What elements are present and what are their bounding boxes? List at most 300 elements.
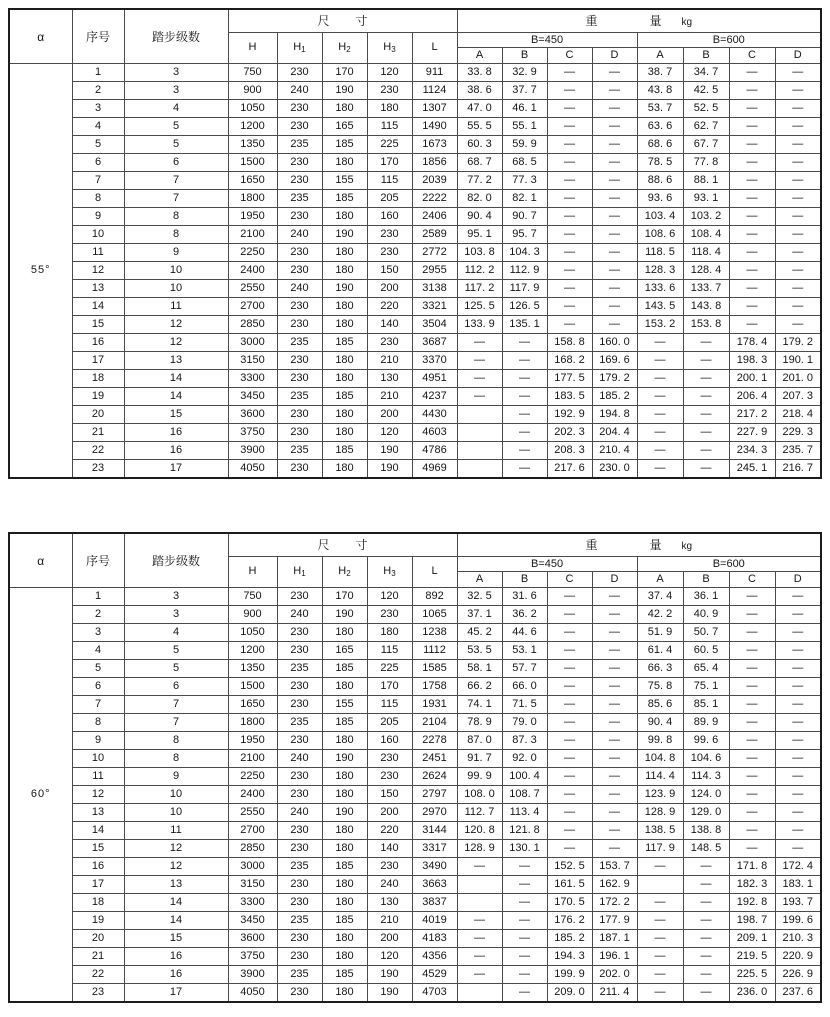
cell-b450-C: 177. 5	[547, 370, 592, 388]
cell-b450-A: 117. 2	[457, 280, 502, 298]
cell-L: 3317	[412, 840, 457, 858]
cell-b450-B: 117. 9	[502, 280, 547, 298]
cell-H: 1200	[228, 642, 277, 660]
cell-H2: 180	[322, 370, 367, 388]
cell-b450-D: —	[592, 262, 637, 280]
cell-L: 892	[412, 588, 457, 606]
cell-b600-D: —	[775, 64, 821, 82]
table-row	[9, 876, 821, 894]
header-alpha: α	[9, 9, 72, 64]
table-row	[9, 966, 821, 984]
cell-b450-C: —	[547, 280, 592, 298]
cell-b450-D: —	[592, 190, 637, 208]
cell-H3: 190	[367, 442, 412, 460]
cell-b450-D: —	[592, 732, 637, 750]
cell-H3: 230	[367, 244, 412, 262]
cell-serial: 17	[72, 352, 124, 370]
cell-b600-B: 89. 9	[683, 714, 729, 732]
cell-b600-A	[637, 876, 683, 894]
cell-b600-B: —	[683, 930, 729, 948]
cell-b600-B: —	[683, 334, 729, 352]
header-steps: 踏步级数	[124, 9, 228, 64]
cell-b600-C: —	[729, 696, 775, 714]
cell-b450-B: —	[502, 984, 547, 1003]
cell-b450-C: 202. 3	[547, 424, 592, 442]
cell-H: 2700	[228, 822, 277, 840]
cell-b600-B: —	[683, 984, 729, 1003]
cell-b600-D: 218. 4	[775, 406, 821, 424]
cell-b450-A: 60. 3	[457, 136, 502, 154]
cell-b600-B: —	[683, 370, 729, 388]
table-row	[9, 732, 821, 750]
cell-H2: 190	[322, 606, 367, 624]
cell-b450-A	[457, 442, 502, 460]
cell-L: 2451	[412, 750, 457, 768]
cell-L: 4430	[412, 406, 457, 424]
cell-b600-D: —	[775, 696, 821, 714]
cell-steps: 17	[124, 984, 228, 1003]
cell-b600-C: —	[729, 100, 775, 118]
cell-serial: 9	[72, 732, 124, 750]
cell-b450-A	[457, 424, 502, 442]
cell-steps: 14	[124, 388, 228, 406]
cell-b600-D: 229. 3	[775, 424, 821, 442]
cell-L: 1307	[412, 100, 457, 118]
cell-b450-D: —	[592, 298, 637, 316]
cell-b600-D: —	[775, 190, 821, 208]
cell-b600-B: 108. 4	[683, 226, 729, 244]
cell-H1: 230	[277, 624, 322, 642]
cell-b450-D: —	[592, 588, 637, 606]
cell-H: 1200	[228, 118, 277, 136]
cell-b450-D: —	[592, 678, 637, 696]
cell-H1: 230	[277, 678, 322, 696]
cell-steps: 11	[124, 822, 228, 840]
header-col-H1: $H_1$	[277, 33, 322, 64]
cell-H3: 115	[367, 118, 412, 136]
cell-b450-A: 108. 0	[457, 786, 502, 804]
cell-b450-D: 169. 6	[592, 352, 637, 370]
cell-H2: 180	[322, 624, 367, 642]
cell-b600-A: 128. 9	[637, 804, 683, 822]
header-b600-C: C	[729, 572, 775, 588]
header-b600-B: B	[683, 572, 729, 588]
cell-H2: 180	[322, 298, 367, 316]
cell-H2: 180	[322, 154, 367, 172]
cell-b450-B: 87. 3	[502, 732, 547, 750]
cell-b450-C: —	[547, 660, 592, 678]
cell-b600-D: —	[775, 660, 821, 678]
cell-H2: 185	[322, 334, 367, 352]
cell-H2: 180	[322, 208, 367, 226]
table-body	[9, 64, 821, 479]
cell-b600-C: —	[729, 154, 775, 172]
cell-b600-D: —	[775, 82, 821, 100]
cell-b450-A: 125. 5	[457, 298, 502, 316]
cell-serial: 8	[72, 714, 124, 732]
cell-H: 1650	[228, 696, 277, 714]
cell-b450-C: —	[547, 298, 592, 316]
cell-b600-C: —	[729, 118, 775, 136]
cell-H1: 235	[277, 966, 322, 984]
cell-b600-B: —	[683, 948, 729, 966]
cell-H: 900	[228, 606, 277, 624]
cell-b450-C: —	[547, 100, 592, 118]
cell-H2: 185	[322, 442, 367, 460]
cell-b450-D: —	[592, 100, 637, 118]
cell-b600-C: —	[729, 732, 775, 750]
cell-b600-D: —	[775, 136, 821, 154]
cell-b450-C: —	[547, 840, 592, 858]
cell-b600-A: —	[637, 894, 683, 912]
cell-b450-A: —	[457, 352, 502, 370]
cell-b600-C: —	[729, 136, 775, 154]
cell-steps: 12	[124, 316, 228, 334]
cell-steps: 3	[124, 588, 228, 606]
cell-b450-D: —	[592, 172, 637, 190]
cell-H2: 185	[322, 858, 367, 876]
cell-b450-C: —	[547, 118, 592, 136]
cell-b450-D: —	[592, 822, 637, 840]
cell-H2: 190	[322, 280, 367, 298]
cell-b450-A	[457, 984, 502, 1003]
cell-b600-B: 124. 0	[683, 786, 729, 804]
cell-H3: 220	[367, 298, 412, 316]
cell-b450-B: —	[502, 406, 547, 424]
cell-b450-B: 82. 1	[502, 190, 547, 208]
cell-b600-D: —	[775, 118, 821, 136]
cell-b600-C: 198. 3	[729, 352, 775, 370]
cell-H: 3000	[228, 858, 277, 876]
cell-H3: 120	[367, 424, 412, 442]
cell-H1: 235	[277, 660, 322, 678]
table-row	[9, 822, 821, 840]
table-row	[9, 208, 821, 226]
cell-b450-B: —	[502, 858, 547, 876]
cell-b600-D: 235. 7	[775, 442, 821, 460]
cell-L: 3321	[412, 298, 457, 316]
cell-H2: 180	[322, 930, 367, 948]
cell-b600-A: —	[637, 948, 683, 966]
cell-b600-A: 108. 6	[637, 226, 683, 244]
table-row	[9, 154, 821, 172]
cell-L: 2406	[412, 208, 457, 226]
cell-b600-C: —	[729, 262, 775, 280]
cell-steps: 10	[124, 262, 228, 280]
cell-L: 2039	[412, 172, 457, 190]
cell-b600-C: —	[729, 606, 775, 624]
cell-b450-C: 183. 5	[547, 388, 592, 406]
cell-b450-C: —	[547, 190, 592, 208]
cell-H: 900	[228, 82, 277, 100]
cell-b600-A: —	[637, 424, 683, 442]
header-b450-C: C	[547, 48, 592, 64]
cell-H1: 235	[277, 334, 322, 352]
cell-serial: 19	[72, 388, 124, 406]
cell-H2: 180	[322, 100, 367, 118]
cell-b450-C: —	[547, 696, 592, 714]
cell-H3: 115	[367, 696, 412, 714]
cell-b450-D: —	[592, 750, 637, 768]
cell-H: 1050	[228, 624, 277, 642]
cell-H1: 240	[277, 82, 322, 100]
cell-H1: 230	[277, 930, 322, 948]
cell-serial: 8	[72, 190, 124, 208]
cell-b600-B: —	[683, 858, 729, 876]
cell-b600-B: 143. 8	[683, 298, 729, 316]
cell-L: 3663	[412, 876, 457, 894]
cell-b600-B: —	[683, 912, 729, 930]
cell-H: 3000	[228, 334, 277, 352]
cell-b600-C: —	[729, 660, 775, 678]
cell-b450-C: 161. 5	[547, 876, 592, 894]
cell-b600-C: —	[729, 804, 775, 822]
cell-b600-D: 207. 3	[775, 388, 821, 406]
table-body	[9, 588, 821, 1003]
table-row	[9, 280, 821, 298]
cell-H2: 180	[322, 460, 367, 479]
cell-b450-C: 176. 2	[547, 912, 592, 930]
cell-b450-C: —	[547, 262, 592, 280]
cell-steps: 11	[124, 298, 228, 316]
cell-H2: 180	[322, 424, 367, 442]
cell-b600-C: 171. 8	[729, 858, 775, 876]
cell-H: 1800	[228, 714, 277, 732]
table-row	[9, 858, 821, 876]
cell-b600-C: —	[729, 64, 775, 82]
cell-H: 2100	[228, 750, 277, 768]
cell-H2: 185	[322, 660, 367, 678]
cell-H3: 120	[367, 588, 412, 606]
cell-b600-A: 153. 2	[637, 316, 683, 334]
cell-steps: 16	[124, 424, 228, 442]
cell-H3: 230	[367, 82, 412, 100]
cell-H2: 155	[322, 172, 367, 190]
cell-H1: 235	[277, 714, 322, 732]
cell-serial: 20	[72, 930, 124, 948]
cell-H2: 180	[322, 262, 367, 280]
cell-H: 3600	[228, 930, 277, 948]
cell-b600-D: —	[775, 732, 821, 750]
cell-H1: 230	[277, 154, 322, 172]
header-b600-A: A	[637, 572, 683, 588]
cell-b600-B: 128. 4	[683, 262, 729, 280]
header-b600-D: D	[775, 48, 821, 64]
cell-H1: 230	[277, 208, 322, 226]
header-b450-D: D	[592, 48, 637, 64]
table-row	[9, 786, 821, 804]
cell-H1: 230	[277, 316, 322, 334]
cell-steps: 3	[124, 606, 228, 624]
cell-b450-B: 77. 3	[502, 172, 547, 190]
cell-b450-A: —	[457, 930, 502, 948]
cell-b600-D: —	[775, 226, 821, 244]
cell-b450-A: —	[457, 370, 502, 388]
cell-serial: 7	[72, 696, 124, 714]
cell-b450-B: —	[502, 460, 547, 479]
cell-H3: 180	[367, 100, 412, 118]
cell-L: 4183	[412, 930, 457, 948]
table-row	[9, 912, 821, 930]
cell-L: 2797	[412, 786, 457, 804]
cell-b450-D: —	[592, 136, 637, 154]
cell-steps: 5	[124, 118, 228, 136]
cell-b450-C: 208. 3	[547, 442, 592, 460]
cell-b450-C: 170. 5	[547, 894, 592, 912]
cell-b600-D: —	[775, 804, 821, 822]
table-row	[9, 624, 821, 642]
cell-H1: 230	[277, 262, 322, 280]
cell-steps: 8	[124, 750, 228, 768]
cell-H: 3750	[228, 424, 277, 442]
cell-H: 3300	[228, 370, 277, 388]
cell-b600-C: —	[729, 840, 775, 858]
cell-b450-A	[457, 894, 502, 912]
cell-b600-A: —	[637, 858, 683, 876]
cell-H: 3150	[228, 876, 277, 894]
table-row	[9, 352, 821, 370]
cell-b600-C: 209. 1	[729, 930, 775, 948]
cell-b600-C: —	[729, 588, 775, 606]
cell-b450-A: 38. 6	[457, 82, 502, 100]
cell-steps: 7	[124, 696, 228, 714]
table-row	[9, 226, 821, 244]
cell-serial: 3	[72, 624, 124, 642]
cell-H1: 240	[277, 804, 322, 822]
cell-H2: 170	[322, 64, 367, 82]
cell-b600-B: 148. 5	[683, 840, 729, 858]
cell-steps: 6	[124, 678, 228, 696]
cell-H1: 230	[277, 460, 322, 479]
header-col-H3: $H_3$	[367, 557, 412, 588]
cell-H2: 165	[322, 642, 367, 660]
cell-b450-D: —	[592, 208, 637, 226]
cell-b600-B: —	[683, 352, 729, 370]
cell-steps: 9	[124, 768, 228, 786]
cell-b450-A: 103. 8	[457, 244, 502, 262]
cell-b600-A: 117. 9	[637, 840, 683, 858]
alpha-value: 55°	[9, 64, 72, 479]
cell-H2: 185	[322, 136, 367, 154]
cell-L: 2955	[412, 262, 457, 280]
cell-b450-A	[457, 876, 502, 894]
cell-H: 1800	[228, 190, 277, 208]
cell-b600-B: —	[683, 424, 729, 442]
cell-H3: 210	[367, 388, 412, 406]
cell-H1: 230	[277, 642, 322, 660]
cell-b600-D: 190. 1	[775, 352, 821, 370]
cell-b600-D: —	[775, 298, 821, 316]
cell-b450-B: 36. 2	[502, 606, 547, 624]
cell-serial: 23	[72, 984, 124, 1003]
cell-b450-C: 199. 9	[547, 966, 592, 984]
cell-H2: 180	[322, 768, 367, 786]
cell-b450-A: 90. 4	[457, 208, 502, 226]
cell-L: 2772	[412, 244, 457, 262]
cell-b600-B: —	[683, 966, 729, 984]
cell-b600-B: 114. 3	[683, 768, 729, 786]
cell-b600-D: 201. 0	[775, 370, 821, 388]
cell-b600-C: —	[729, 316, 775, 334]
cell-b450-C: 217. 6	[547, 460, 592, 479]
cell-H3: 190	[367, 966, 412, 984]
cell-b450-A	[457, 460, 502, 479]
cell-L: 4786	[412, 442, 457, 460]
cell-H3: 120	[367, 64, 412, 82]
cell-H2: 180	[322, 678, 367, 696]
cell-b600-C: 178. 4	[729, 334, 775, 352]
cell-b450-A: 78. 9	[457, 714, 502, 732]
cell-b600-B: —	[683, 876, 729, 894]
cell-L: 1065	[412, 606, 457, 624]
cell-b450-B: 57. 7	[502, 660, 547, 678]
header-alpha: α	[9, 533, 72, 588]
cell-H2: 165	[322, 118, 367, 136]
cell-H: 1500	[228, 154, 277, 172]
cell-b600-B: —	[683, 460, 729, 479]
cell-b600-C: —	[729, 714, 775, 732]
cell-b600-A: 103. 4	[637, 208, 683, 226]
cell-b450-C: —	[547, 136, 592, 154]
cell-b450-C: 152. 5	[547, 858, 592, 876]
cell-b600-A: —	[637, 388, 683, 406]
cell-b450-A: 95. 1	[457, 226, 502, 244]
cell-b600-C: —	[729, 298, 775, 316]
cell-b450-A: 128. 9	[457, 840, 502, 858]
cell-H1: 235	[277, 136, 322, 154]
cell-serial: 11	[72, 244, 124, 262]
cell-b600-C: 234. 3	[729, 442, 775, 460]
cell-b600-B: 36. 1	[683, 588, 729, 606]
cell-H1: 230	[277, 732, 322, 750]
cell-b450-B: —	[502, 334, 547, 352]
cell-H3: 205	[367, 190, 412, 208]
cell-b450-B: 126. 5	[502, 298, 547, 316]
cell-b450-C: —	[547, 226, 592, 244]
cell-H2: 180	[322, 822, 367, 840]
cell-b600-D: —	[775, 280, 821, 298]
cell-L: 2222	[412, 190, 457, 208]
cell-H3: 150	[367, 262, 412, 280]
cell-H: 1950	[228, 208, 277, 226]
cell-H2: 180	[322, 352, 367, 370]
cell-b450-B: —	[502, 912, 547, 930]
cell-H2: 180	[322, 316, 367, 334]
cell-b450-A: 53. 5	[457, 642, 502, 660]
table-row	[9, 768, 821, 786]
cell-serial: 4	[72, 642, 124, 660]
cell-H1: 240	[277, 226, 322, 244]
cell-b450-B: 66. 0	[502, 678, 547, 696]
cell-b450-B: 37. 7	[502, 82, 547, 100]
cell-b450-D: 172. 2	[592, 894, 637, 912]
cell-serial: 20	[72, 406, 124, 424]
cell-b450-C: 168. 2	[547, 352, 592, 370]
cell-steps: 4	[124, 100, 228, 118]
cell-H: 4050	[228, 984, 277, 1003]
table-row	[9, 948, 821, 966]
spec-table-60-wrap	[8, 532, 822, 1003]
cell-b450-C: —	[547, 588, 592, 606]
cell-b450-B: 112. 9	[502, 262, 547, 280]
cell-b600-A: 37. 4	[637, 588, 683, 606]
cell-H: 2700	[228, 298, 277, 316]
header-b450-D: D	[592, 572, 637, 588]
table-header	[9, 9, 821, 64]
cell-steps: 13	[124, 352, 228, 370]
cell-serial: 10	[72, 750, 124, 768]
cell-b450-B: —	[502, 876, 547, 894]
